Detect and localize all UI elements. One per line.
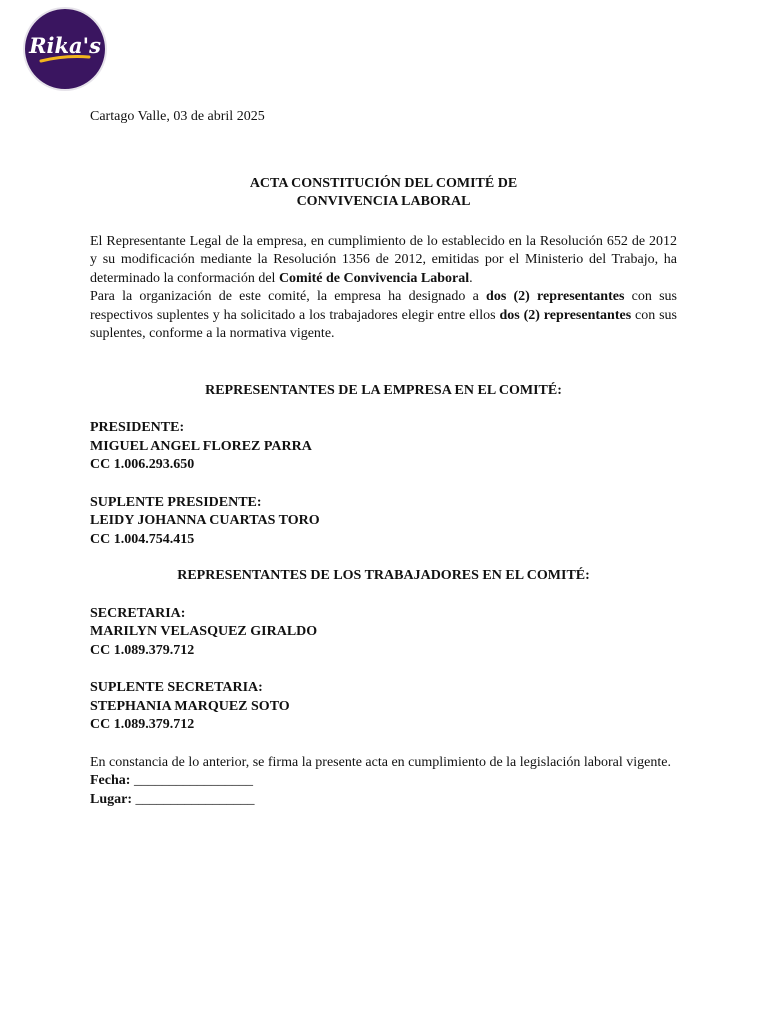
member-presidente [90, 419, 677, 475]
member-role: SUPLENTE SECRETARIA: [90, 680, 263, 695]
paragraph-organizacion [90, 288, 677, 344]
member-role: SECRETARIA: [90, 605, 186, 621]
member-name: MARILYN VELASQUEZ GIRALDO [90, 624, 318, 639]
member-cc: CC 1.006.293.650 [90, 457, 195, 472]
member-role: PRESIDENTE: [90, 420, 185, 435]
lugar-line [90, 791, 677, 810]
paragraph-1-end: . [469, 270, 473, 286]
member-suplente-secretaria [90, 679, 677, 735]
closing-section [90, 754, 677, 810]
fecha-blank: _________________ [133, 773, 253, 788]
title-line-2: CONVIVENCIA LABORAL [296, 194, 471, 209]
paragraph-resolucion [90, 233, 677, 289]
paragraph-2-part-1: Para la organización de este comité, la empresa ha designado a [90, 289, 487, 304]
member-cc: CC 1.004.754.415 [90, 531, 195, 547]
paragraph-2-bold-1: dos (2) representantes [486, 289, 625, 304]
fecha-label: Fecha: [90, 773, 131, 788]
paragraph-2-part-2: con sus respectivos suplentes y ha solicitado a los trabajadores elegir entre ellos [90, 289, 677, 323]
rikas-logo-icon [25, 9, 105, 89]
member-suplente-presidente [90, 494, 677, 550]
member-role: SUPLENTE PRESIDENTE: [90, 494, 262, 510]
date-line: Cartago Valle, 03 de abril 2025 [90, 109, 265, 124]
paragraph-1-text: El Representante Legal de la empresa, en cumplimiento de lo establecido en la Resolución 652 de 2012 y su modificación mediante la Resolución 1356 de 2012, emitidas por el Ministerio del Trabajo, ha determinado la conformación del [90, 233, 677, 286]
member-cc: CC 1.089.379.712 [90, 717, 195, 732]
closing-statement: En constancia de lo anterior, se firma la presente acta en cumplimiento de la legislación laboral vigente. [90, 754, 671, 770]
paragraph-2-part-3: con sus suplentes, conforme a la normativa vigente. [90, 307, 677, 341]
section-heading-empresa: REPRESENTANTES DE LA EMPRESA EN EL COMITÉ: [205, 382, 562, 398]
lugar-label: Lugar: [90, 791, 132, 807]
member-name: STEPHANIA MARQUEZ SOTO [90, 698, 290, 714]
member-cc: CC 1.089.379.712 [90, 642, 195, 658]
company-logo [25, 9, 105, 89]
fecha-line [90, 772, 677, 791]
member-secretaria [90, 605, 677, 661]
document-title [90, 175, 677, 212]
intro-paragraphs [90, 233, 677, 344]
member-name: LEIDY JOHANNA CUARTAS TORO [90, 513, 320, 528]
paragraph-1-bold: Comité de Convivencia Laboral [278, 270, 470, 286]
lugar-blank: _________________ [135, 791, 255, 807]
document-body [90, 108, 677, 809]
paragraph-2-bold-2: dos (2) representantes [499, 307, 632, 323]
title-line-1: ACTA CONSTITUCIÓN DEL COMITÉ DE [249, 175, 518, 191]
section-heading-trabajadores: REPRESENTANTES DE LOS TRABAJADORES EN EL COMITÉ: [177, 568, 590, 583]
member-name: MIGUEL ANGEL FLOREZ PARRA [90, 438, 312, 454]
logo-wordmark: Rika's [29, 33, 101, 58]
